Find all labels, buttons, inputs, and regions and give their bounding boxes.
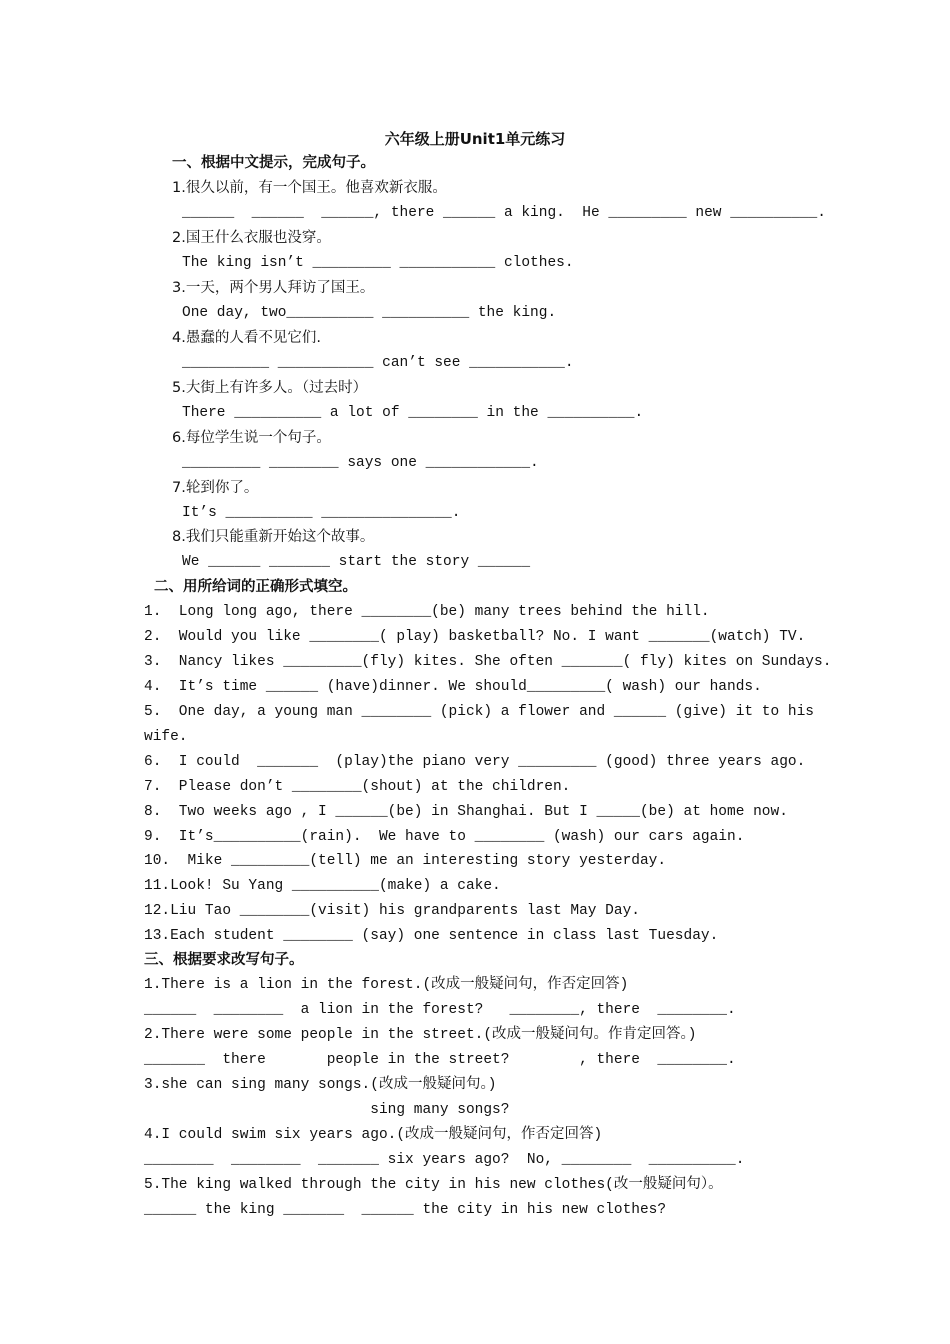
s1-item-5-en: There __________ a lot of ________ in the __________. bbox=[182, 405, 644, 421]
s2-line-9: 9. It’s__________(rain). We have to ________ (wash) our cars again. bbox=[144, 829, 745, 845]
s3-line-8: ________ ________ _______ six years ago? No, ________ __________. bbox=[144, 1152, 745, 1168]
s1-item-8-cn: 8.我们只能重新开始这个故事。 bbox=[172, 529, 375, 545]
s2-line-13: 13.Each student ________ (say) one sentence in class last Tuesday. bbox=[144, 928, 719, 944]
s1-item-7-en: It’s __________ _______________. bbox=[182, 505, 461, 521]
s3-line-6: sing many songs? bbox=[144, 1102, 510, 1118]
s2-line-1: 1. Long long ago, there ________(be) many trees behind the hill. bbox=[144, 604, 710, 620]
worksheet-title: 六年级上册Unit1单元练习 bbox=[384, 130, 566, 148]
s3-line-1: 1.There is a lion in the forest.(改成一般疑问句，作否定回答) bbox=[144, 977, 629, 993]
s3-line-5: 3.she can sing many songs.(改成一般疑问句。) bbox=[144, 1077, 497, 1093]
s1-item-2-en: The king isn’t _________ ___________ clothes. bbox=[182, 255, 574, 271]
s1-item-5-cn: 5.大街上有许多人。（过去时） bbox=[172, 380, 368, 396]
s1-item-4-cn: 4.愚蠢的人看不见它们. bbox=[172, 330, 321, 346]
s3-line-7: 4.I could swim six years ago.(改成一般疑问句，作否定回答) bbox=[144, 1127, 603, 1143]
s2-line-8: 8. Two weeks ago , I ______(be) in Shanghai. But I _____(be) at home now. bbox=[144, 804, 788, 820]
s2-line-5-cont: wife. bbox=[144, 729, 188, 745]
s2-line-6: 6. I could _______ (play)the piano very _________ (good) three years ago. bbox=[144, 754, 806, 770]
s1-item-4-en: __________ ___________ can’t see ___________. bbox=[182, 355, 574, 371]
section1-heading: 一、根据中文提示，完成句子。 bbox=[172, 155, 375, 171]
s3-line-3: 2.There were some people in the street.(改成一般疑问句。作肯定回答。) bbox=[144, 1027, 697, 1043]
s2-line-5: 5. One day, a young man ________ (pick) a flower and ______ (give) it to his bbox=[144, 704, 815, 720]
s1-item-1-en: ______ ______ ______, there ______ a king. He _________ new __________. bbox=[182, 205, 826, 221]
s3-line-4: _______ there people in the street? , there ________. bbox=[144, 1052, 736, 1068]
s1-item-2-cn: 2.国王什么衣服也没穿。 bbox=[172, 230, 331, 246]
s1-item-8-en: We ______ _______ start the story ______ bbox=[182, 554, 531, 570]
s3-line-9: 5.The king walked through the city in his new clothes(改一般疑问句）。 bbox=[144, 1177, 723, 1193]
s2-line-10: 10. Mike _________(tell) me an interesting story yesterday. bbox=[144, 853, 667, 869]
s2-line-2: 2. Would you like ________( play) basketball? No. I want _______(watch) TV. bbox=[144, 629, 806, 645]
s1-item-6-cn: 6.每位学生说一个句子。 bbox=[172, 430, 331, 446]
s3-line-2: ______ ________ a lion in the forest? ________, there ________. bbox=[144, 1002, 736, 1018]
section2-heading: 二、用所给词的正确形式填空。 bbox=[154, 579, 357, 595]
s1-item-3-en: One day, two__________ __________ the king. bbox=[182, 305, 557, 321]
s2-line-7: 7. Please don’t ________(shout) at the children. bbox=[144, 779, 571, 795]
s1-item-6-en: _________ ________ says one ____________. bbox=[182, 455, 539, 471]
s3-line-10: ______ the king _______ ______ the city in his new clothes? bbox=[144, 1202, 667, 1218]
s1-item-3-cn: 3.一天，两个男人拜访了国王。 bbox=[172, 280, 375, 296]
s2-line-12: 12.Liu Tao ________(visit) his grandparents last May Day. bbox=[144, 903, 640, 919]
s2-line-11: 11.Look! Su Yang __________(make) a cake. bbox=[144, 878, 501, 894]
s2-line-3: 3. Nancy likes _________(fly) kites. She often _______( fly) kites on Sundays. bbox=[144, 654, 832, 670]
s1-item-7-cn: 7.轮到你了。 bbox=[172, 480, 259, 496]
section3-heading: 三、根据要求改写句子。 bbox=[144, 952, 304, 968]
s2-line-4: 4. It’s time ______ (have)dinner. We should_________( wash) our hands. bbox=[144, 679, 762, 695]
s1-item-1-cn: 1.很久以前，有一个国王。他喜欢新衣服。 bbox=[172, 180, 447, 196]
